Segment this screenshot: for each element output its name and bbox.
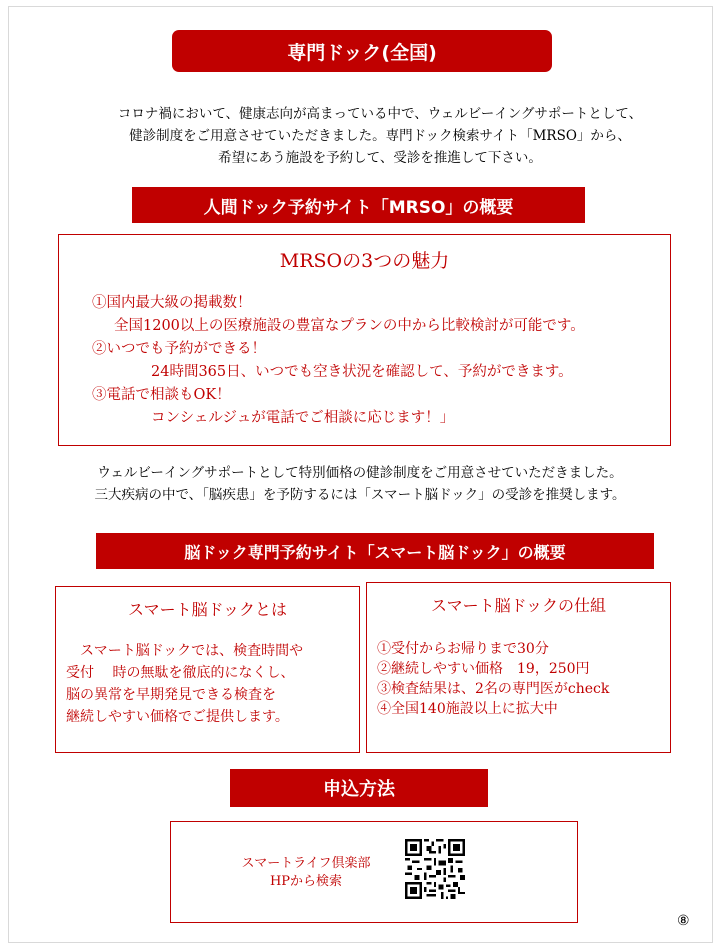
about-line: 受付 時の無駄を徹底的になくし、 xyxy=(66,665,295,681)
about-title: スマート脳ドックとは xyxy=(127,600,288,619)
brain-section-banner: 脳ドック専門予約サイト「スマート脳ドック」の概要 xyxy=(96,533,654,569)
apply-box xyxy=(170,821,578,923)
feature-detail: 24時間365日、いつでも空き状況を確認して、予約ができます。 xyxy=(151,364,573,380)
qr-code-icon[interactable] xyxy=(405,839,465,899)
mrso-features-title: MRSOの3つの魅力 xyxy=(279,250,450,272)
apply-line: スマートライフ倶楽部 xyxy=(241,856,371,871)
feature-heading: ②いつでも予約ができる！ xyxy=(92,341,266,357)
mrso-section-banner: 人間ドック予約サイト「MRSO」の概要 xyxy=(132,187,585,223)
feature-detail: 全国1200以上の医療施設の豊富なプランの中から比較検討が可能です。 xyxy=(114,318,585,334)
about-line: 継続しやすい価格でご提供します。 xyxy=(66,709,289,725)
about-line: スマート脳ドックでは、検査時間や xyxy=(80,643,304,659)
system-list xyxy=(377,639,609,719)
about-box xyxy=(55,586,360,753)
apply-line: HPから検索 xyxy=(269,874,343,889)
intro-line: 健診制度をご用意させていただきました。専門ドック検索サイト「MRSO」から、 xyxy=(129,128,631,144)
feature-detail: コンシェルジュが電話でご相談に応じます！」 xyxy=(151,410,455,426)
intro-paragraph xyxy=(60,103,700,169)
list-item: ②継続しやすい価格 19，250円 xyxy=(377,661,590,677)
intro-line: ウェルビーイングサポートとして特別価格の健診制度をご用意させていただきました。 xyxy=(97,465,623,481)
mrso-features-box xyxy=(58,234,671,446)
feature-heading: ①国内最大級の掲載数！ xyxy=(92,295,252,311)
page-title: 専門ドック(全国) xyxy=(172,30,552,72)
feature-heading: ③電話で相談もOK！ xyxy=(92,387,231,403)
intro-line: 三大疾病の中で、「脳疾患」を予防するには「スマート脳ドック」の受診を推奨します。 xyxy=(94,487,626,503)
list-item: ③検査結果は、2名の専門医がcheck xyxy=(377,681,610,697)
intro-line: コロナ禍において、健康志向が高まっている中で、ウェルビーイングサポートとして、 xyxy=(117,106,643,122)
list-item: ④全国140施設以上に拡大中 xyxy=(377,701,558,717)
apply-section-banner: 申込方法 xyxy=(230,769,488,807)
intro-line: 希望にあう施設を予約して、受診を推進して下さい。 xyxy=(218,150,542,166)
about-text xyxy=(66,640,356,728)
brain-intro-paragraph xyxy=(30,462,690,506)
system-box xyxy=(366,582,671,753)
list-item: ①受付からお帰りまで30分 xyxy=(377,641,549,657)
page-number: ⑧ xyxy=(677,913,690,929)
system-title: スマート脳ドックの仕組 xyxy=(430,596,607,615)
about-line: 脳の異常を早期発見できる検査を xyxy=(66,687,276,703)
apply-text xyxy=(226,855,386,891)
